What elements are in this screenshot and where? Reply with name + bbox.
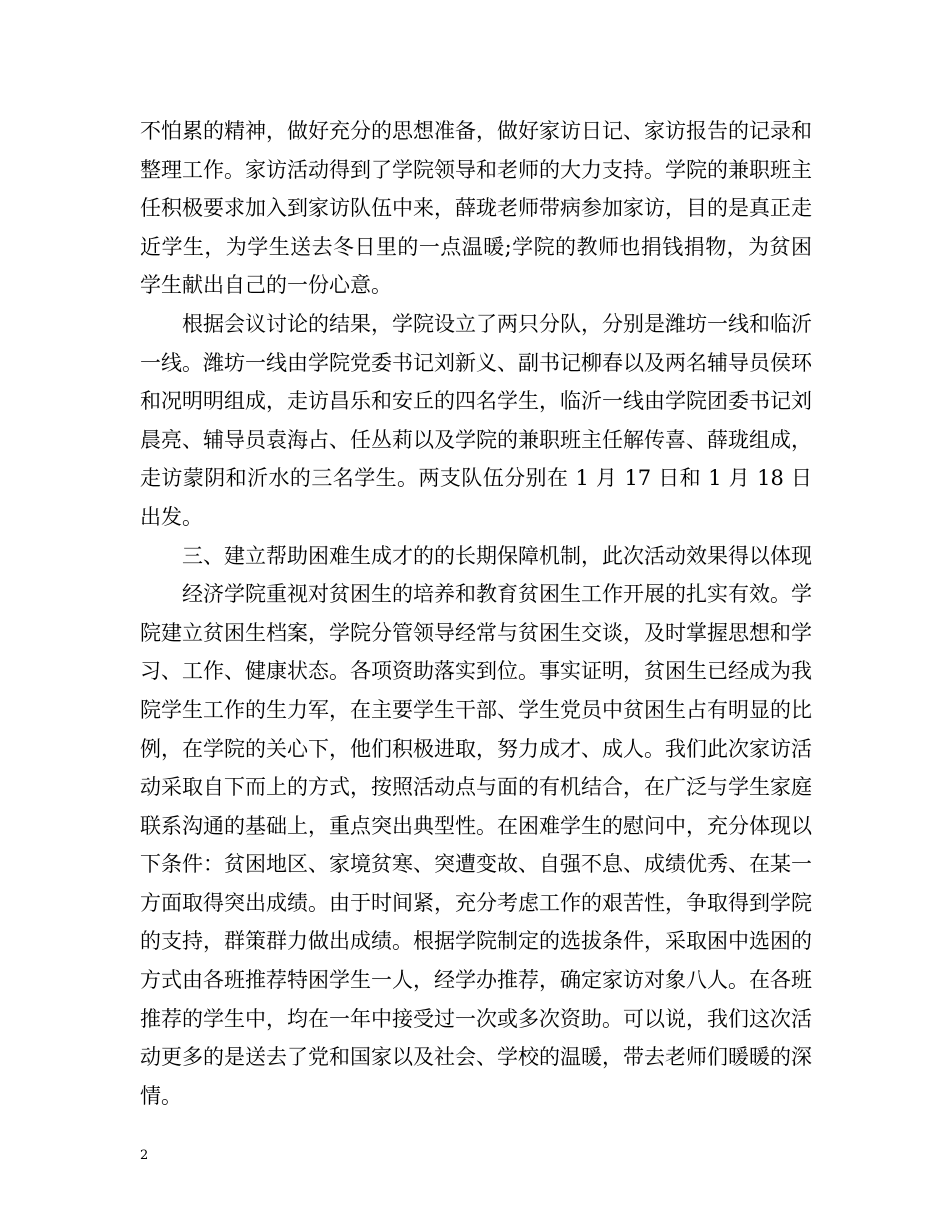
page-number: 2 (140, 1148, 149, 1163)
body-text (140, 112, 812, 1115)
paragraph-2: 根据会议讨论的结果，学院设立了两只分队，分别是潍坊一线和临沂一线。潍坊一线由学院党委书记刘新义、副书记柳春以及两名辅导员侯环和况明明组成，走访昌乐和安丘的四名学生，临沂一线由学院团委书记刘晨亮、辅导员袁海占、任丛莉以及学院的兼职班主任解传喜、薛珑组成，走访蒙阴和沂水的三名学生。两支队伍分别在 1 月 17 日和 1 月 18 日出发。 (140, 311, 812, 529)
paragraph-1: 不怕累的精神，做好充分的思想准备，做好家访日记、家访报告的记录和整理工作。家访活动得到了学院领导和老师的大力支持。学院的兼职班主任积极要求加入到家访队伍中来，薛珑老师带病参加家访，目的是真正走近学生，为学生送去冬日里的一点温暖;学院的教师也捐钱捐物，为贫困学生献出自己的一份心意。 (140, 119, 812, 298)
paragraph-4: 经济学院重视对贫困生的培养和教育贫困生工作开展的扎实有效。学院建立贫困生档案，学院分管领导经常与贫困生交谈，及时掌握思想和学习、工作、健康状态。各项资助落实到位。事实证明，贫困生已经成为我院学生工作的生力军，在主要学生干部、学生党员中贫困生占有明显的比例，在学院的关心下，他们积极进取，努力成才、成人。我们此次家访活动采取自下而上的方式，按照活动点与面的有机结合，在广泛与学生家庭联系沟通的基础上，重点突出典型性。在困难学生的慰问中，充分体现以下条件：贫困地区、家境贫寒、突遭变故、自强不息、成绩优秀、在某一方面取得突出成绩。由于时间紧，充分考虑工作的艰苦性，争取得到学院的支持，群策群力做出成绩。根据学院制定的选拔条件，采取困中选困的方式由各班推荐特困学生一人，经学办推荐，确定家访对象八人。在各班推荐的学生中，均在一年中接受过一次或多次资助。可以说，我们这次活动更多的是送去了党和国家以及社会、学校的温暖，带去老师们暖暖的深情。 (140, 582, 812, 1108)
section-heading-3: 三、建立帮助困难生成才的的长期保障机制，此次活动效果得以体现 (182, 543, 812, 568)
